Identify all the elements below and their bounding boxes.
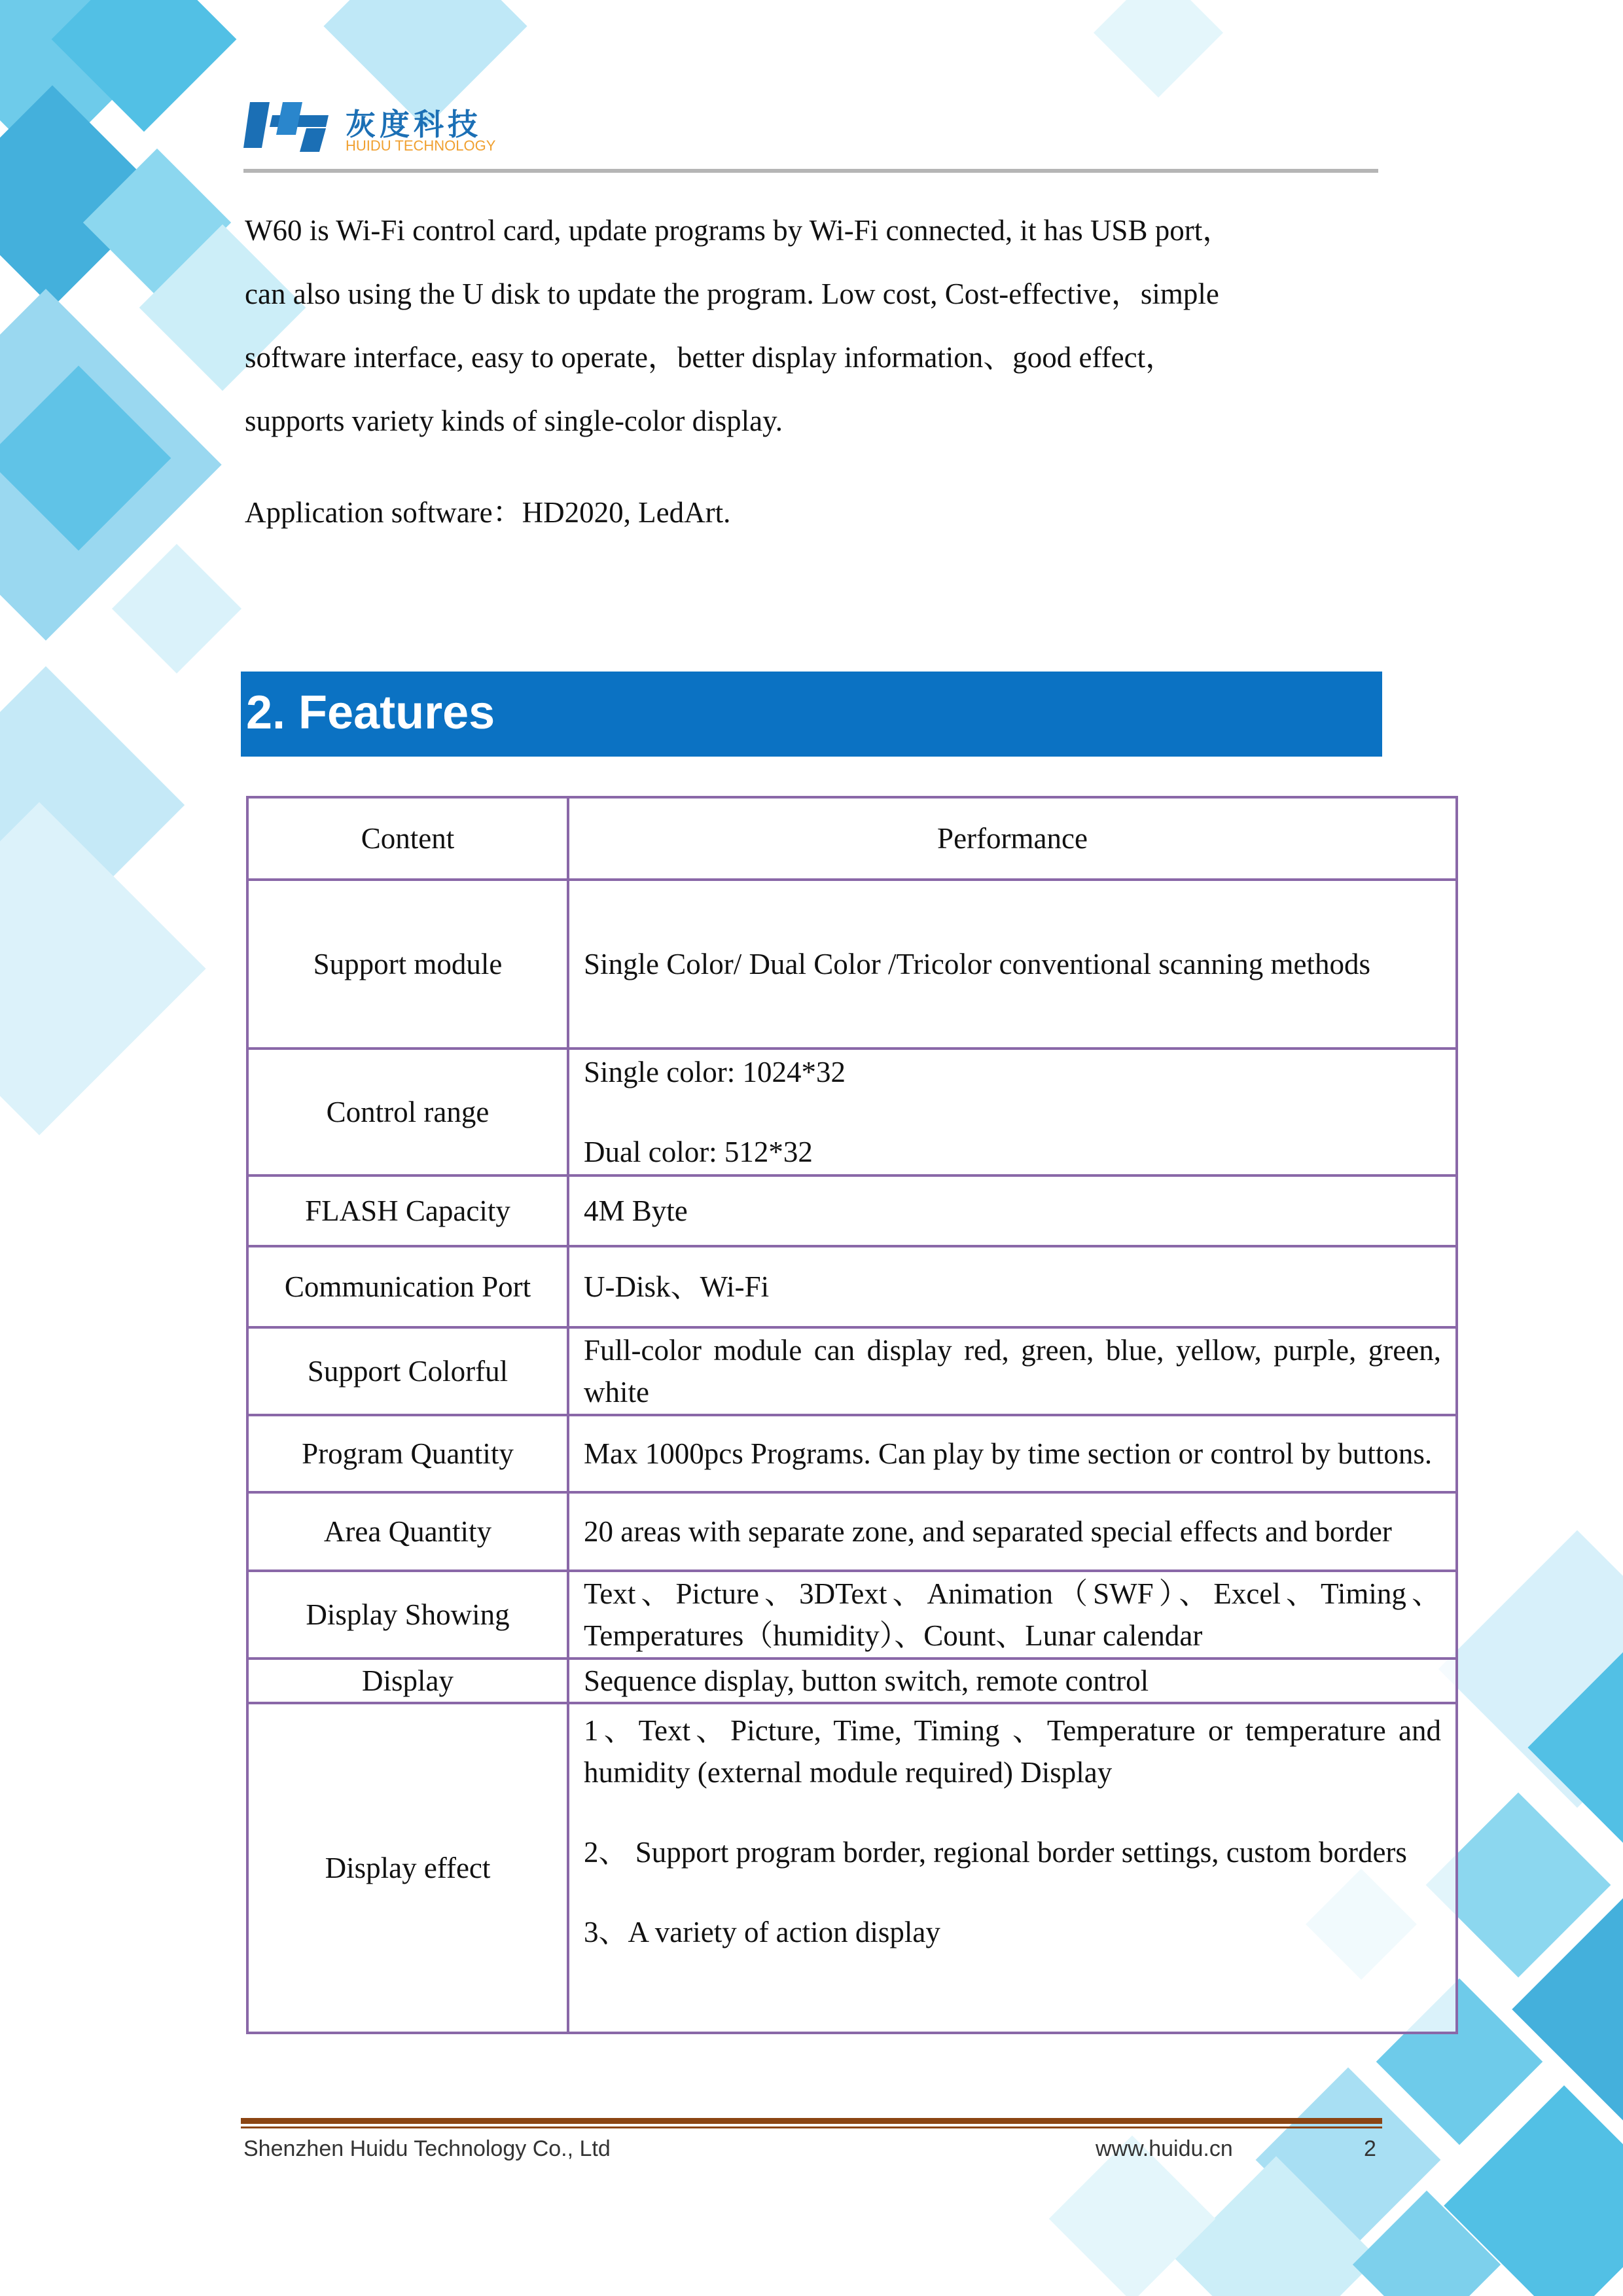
row-content: Control range: [247, 1049, 568, 1175]
performance-text: Single color: 1024*32: [584, 1056, 846, 1088]
row-content: Communication Port: [247, 1246, 568, 1327]
row-content: Display Showing: [247, 1571, 568, 1659]
table-row: [247, 1327, 1457, 1415]
row-performance: [568, 1049, 1457, 1175]
table-row: [247, 1175, 1457, 1246]
row-content: Support Colorful: [247, 1327, 568, 1415]
table-row: [247, 1049, 1457, 1175]
table-row: [247, 880, 1457, 1049]
header-content: Content: [247, 797, 568, 880]
row-performance: [568, 880, 1457, 1049]
logo-english-text: HUIDU TECHNOLOGY: [346, 137, 496, 154]
features-table: [246, 796, 1458, 2034]
row-performance: Max 1000pcs Programs. Can play by time section or control by buttons.: [568, 1415, 1457, 1492]
huidu-logo-icon: [243, 96, 335, 154]
intro-paragraph: [245, 199, 1357, 453]
section-title: 2. Features: [246, 687, 495, 739]
row-performance: Text、Picture、3DText、Animation（SWF）、Excel、Timing、Temperatures（humidity）、Count、Lunar calendar: [568, 1571, 1457, 1659]
table-row: [247, 1659, 1457, 1703]
row-content: Display: [247, 1659, 568, 1703]
table-row: [247, 1492, 1457, 1571]
table-row: [247, 1703, 1457, 2033]
row-performance: 4M Byte: [568, 1175, 1457, 1246]
page-number: 2: [1364, 2136, 1376, 2161]
table-row: [247, 1571, 1457, 1659]
footer-divider-thin: [241, 2126, 1382, 2128]
row-content: Support module: [247, 880, 568, 1049]
row-performance: [568, 1703, 1457, 2033]
intro-line: supports variety kinds of single-color display.: [245, 404, 783, 437]
intro-line: software interface, easy to operate，better display information、good effect，: [245, 341, 1175, 374]
performance-text: 2、 Support program border, regional border settings, custom borders: [584, 1836, 1407, 1869]
row-performance: Sequence display, button switch, remote control: [568, 1659, 1457, 1703]
table-row: [247, 1415, 1457, 1492]
performance-text: Single Color/ Dual Color /Tricolor conventional scanning methods: [584, 948, 1370, 980]
section-header-bar: [241, 672, 1382, 757]
header-divider: [243, 169, 1378, 173]
logo-chinese-text: 灰度科技: [346, 107, 482, 142]
footer-company: Shenzhen Huidu Technology Co., Ltd: [243, 2136, 611, 2161]
table-header-row: [247, 797, 1457, 880]
table-row: [247, 1246, 1457, 1327]
performance-text: 1、Text、Picture, Time, Timing 、Temperature or temperature and humidity (external module required) Display: [584, 1714, 1441, 1789]
performance-text: 3、A variety of action display: [584, 1916, 940, 1948]
application-software-line: Application software：HD2020, LedArt.: [245, 496, 731, 529]
row-content: Display effect: [247, 1703, 568, 2033]
performance-text: Dual color: 512*32: [584, 1136, 813, 1168]
intro-line: can also using the U disk to update the program. Low cost, Cost-effective，simple: [245, 278, 1219, 310]
header-performance: Performance: [568, 797, 1457, 880]
footer-website: www.huidu.cn: [1096, 2136, 1233, 2161]
row-performance: 20 areas with separate zone, and separated special effects and border: [568, 1492, 1457, 1571]
company-logo: [243, 96, 518, 161]
intro-line: W60 is Wi-Fi control card, update programs by Wi-Fi connected, it has USB port，: [245, 214, 1232, 247]
row-content: Area Quantity: [247, 1492, 568, 1571]
row-performance: U-Disk、Wi-Fi: [568, 1246, 1457, 1327]
footer-divider: [241, 2118, 1382, 2124]
row-content: Program Quantity: [247, 1415, 568, 1492]
row-performance: Full-color module can display red, green, blue, yellow, purple, green, white: [568, 1327, 1457, 1415]
row-content: FLASH Capacity: [247, 1175, 568, 1246]
